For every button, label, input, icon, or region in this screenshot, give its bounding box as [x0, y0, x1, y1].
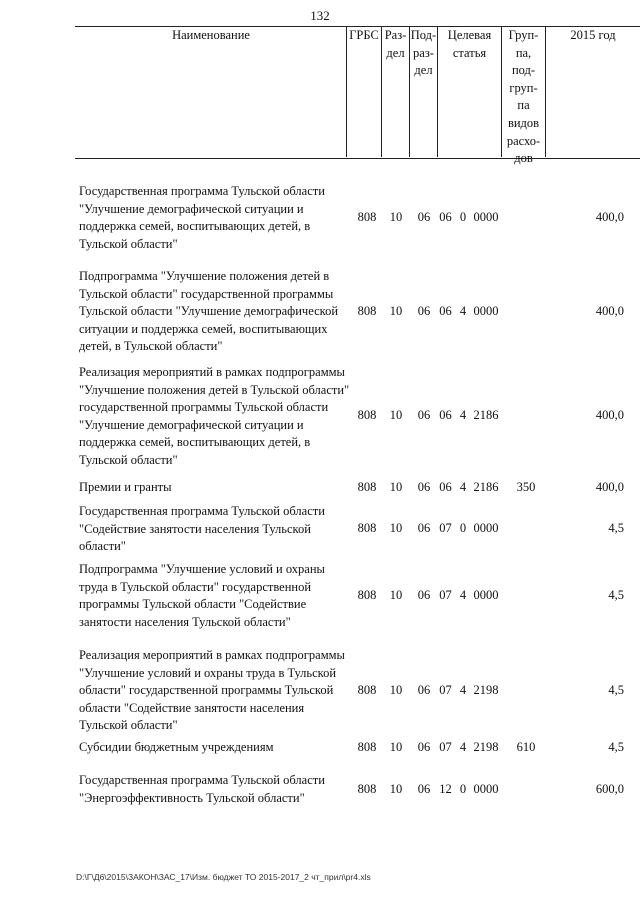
row-name: Государственная программа Тульской области "Содействие занятости населения Тульской области"	[79, 504, 325, 553]
row-expense-group: 350	[516, 480, 536, 494]
row-grbs: 808	[357, 304, 377, 318]
row-podrazdel: 06	[417, 408, 431, 422]
row-amount-2015: 4,5	[608, 683, 624, 697]
header-year: 2015 год	[570, 28, 616, 42]
row-grbs: 808	[357, 408, 377, 422]
header-grbs: ГРБС	[349, 28, 379, 42]
row-amount-2015: 600,0	[595, 782, 624, 796]
row-amount-2015: 4,5	[608, 588, 624, 602]
row-target-program: 06	[439, 304, 452, 318]
row-grbs: 808	[357, 521, 377, 535]
row-razdel: 10	[389, 740, 403, 754]
row-razdel: 10	[389, 683, 403, 697]
row-target-code: 2198	[473, 683, 499, 697]
row-target-program: 06	[439, 210, 452, 224]
row-target-code: 0000	[473, 782, 499, 796]
row-target-program: 12	[439, 782, 452, 796]
header-razdel: Раз- дел	[384, 28, 407, 60]
row-name: Реализация мероприятий в рамках подпрограммы "Улучшение условий и охраны труда в Тульской области" государственной программы Тульской области "Содействие занятости населения Тульской области"	[79, 648, 345, 732]
row-target-subprogram: 4	[459, 480, 467, 494]
row-name: Государственная программа Тульской области "Улучшение демографической ситуации и поддержка семей, воспитывающих детей, в Тульской области"	[79, 184, 325, 251]
row-razdel: 10	[389, 210, 403, 224]
row-target-program: 06	[439, 408, 452, 422]
row-target-program: 07	[439, 740, 452, 754]
column-divider	[545, 26, 546, 157]
row-target-code: 2186	[473, 408, 499, 422]
header-celevaya: Целевая статья	[447, 28, 492, 60]
row-target-subprogram: 4	[459, 588, 467, 602]
row-grbs: 808	[357, 683, 377, 697]
table-header	[75, 26, 640, 159]
row-target-subprogram: 0	[459, 521, 467, 535]
row-podrazdel: 06	[417, 521, 431, 535]
row-target-program: 06	[439, 480, 452, 494]
row-grbs: 808	[357, 588, 377, 602]
row-razdel: 10	[389, 588, 403, 602]
row-amount-2015: 400,0	[595, 210, 624, 224]
column-divider	[346, 26, 347, 157]
row-razdel: 10	[389, 408, 403, 422]
row-target-program: 07	[439, 521, 452, 535]
row-target-subprogram: 0	[459, 210, 467, 224]
row-target-program: 07	[439, 588, 452, 602]
row-amount-2015: 4,5	[608, 740, 624, 754]
row-podrazdel: 06	[417, 782, 431, 796]
row-razdel: 10	[389, 304, 403, 318]
row-podrazdel: 06	[417, 210, 431, 224]
row-podrazdel: 06	[417, 480, 431, 494]
row-target-subprogram: 4	[459, 683, 467, 697]
row-target-subprogram: 4	[459, 408, 467, 422]
row-grbs: 808	[357, 782, 377, 796]
row-target-code: 0000	[473, 210, 499, 224]
row-grbs: 808	[357, 480, 377, 494]
row-target-subprogram: 4	[459, 304, 467, 318]
row-target-code: 0000	[473, 588, 499, 602]
row-target-code: 2198	[473, 740, 499, 754]
row-podrazdel: 06	[417, 740, 431, 754]
row-amount-2015: 400,0	[595, 408, 624, 422]
row-target-code: 0000	[473, 521, 499, 535]
row-target-code: 2186	[473, 480, 499, 494]
row-razdel: 10	[389, 782, 403, 796]
file-path-footer: D:\Г\Д6\2015\ЗАКОН\ЗАС_17\Изм. бюджет ТО 2015-2017_2 чт_прил\pr4.xls	[76, 872, 371, 882]
header-gruppa: Груп- па, под- груп- па видов расхо- дов	[506, 28, 541, 166]
row-razdel: 10	[389, 521, 403, 535]
row-amount-2015: 4,5	[608, 521, 624, 535]
row-name: Премии и гранты	[79, 480, 172, 494]
row-name: Подпрограмма "Улучшение положения детей в Тульской области" государственной программы Тульской области "Улучшение демографической ситуации и поддержка семей, воспитывающих детей, в Тульской области"	[79, 269, 339, 353]
row-podrazdel: 06	[417, 588, 431, 602]
row-target-subprogram: 4	[459, 740, 467, 754]
header-podrazdel: Под- раз- дел	[410, 28, 437, 78]
row-name: Подпрограмма "Улучшение условий и охраны труда в Тульской области" государственной программы Тульской области "Содействие занятости населения Тульской области"	[79, 562, 325, 629]
page-number: 132	[310, 8, 330, 23]
row-name: Реализация мероприятий в рамках подпрограммы "Улучшение положения детей в Тульской области" государственной программы Тульской области "Улучшение демографической ситуации и поддержка семей, воспитывающих детей, в Тульской области"	[79, 365, 350, 467]
row-name: Субсидии бюджетным учреждениям	[79, 740, 274, 754]
row-target-subprogram: 0	[459, 782, 467, 796]
row-target-code: 0000	[473, 304, 499, 318]
row-amount-2015: 400,0	[595, 480, 624, 494]
row-expense-group: 610	[516, 740, 536, 754]
row-podrazdel: 06	[417, 683, 431, 697]
row-podrazdel: 06	[417, 304, 431, 318]
row-grbs: 808	[357, 740, 377, 754]
row-grbs: 808	[357, 210, 377, 224]
row-amount-2015: 400,0	[595, 304, 624, 318]
header-name: Наименование	[172, 28, 250, 42]
row-target-program: 07	[439, 683, 452, 697]
row-name: Государственная программа Тульской области "Энергоэффективность Тульской области"	[79, 773, 325, 805]
row-razdel: 10	[389, 480, 403, 494]
